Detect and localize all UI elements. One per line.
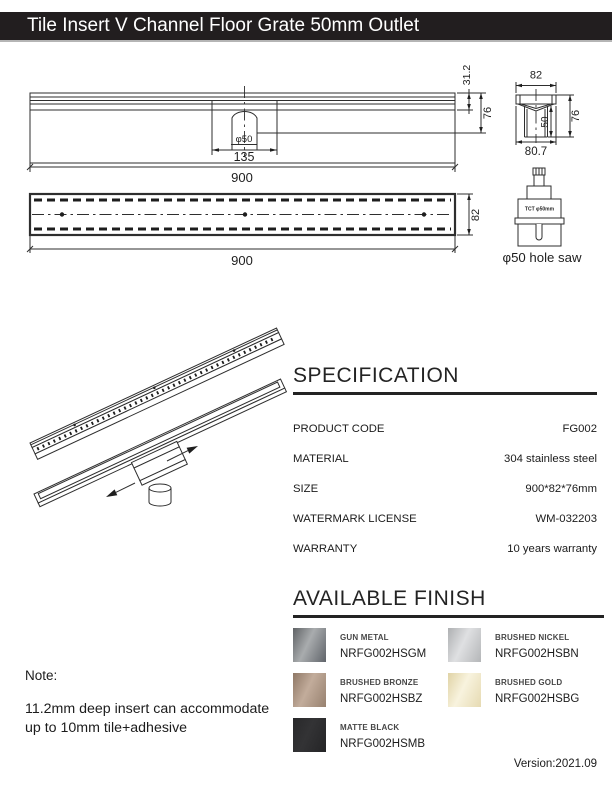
dim-side-length: 900 <box>231 170 253 185</box>
specification-divider <box>293 392 597 395</box>
iso-exploded-drawing <box>10 298 302 528</box>
dim-plan-width: 82 <box>470 208 482 222</box>
dim-outlet-drop: 50 <box>540 116 551 128</box>
spec-label: WARRANTY <box>293 543 358 555</box>
finish-name: GUN METAL <box>340 633 389 642</box>
specification-section <box>293 365 597 564</box>
spec-value: 10 years warranty <box>507 543 597 555</box>
finish-code: NRFG002HSBG <box>495 693 580 705</box>
dim-outlet-diameter: φ50 <box>235 134 253 145</box>
spec-value: 304 stainless steel <box>504 453 597 465</box>
end-view-drawing <box>495 56 612 168</box>
spec-value: WM-032203 <box>535 513 597 525</box>
hole-saw-body-text: TCT φ50mm <box>524 206 555 213</box>
available-finish-title: AVAILABLE FINISH <box>293 587 486 610</box>
dim-base-width: 80.7 <box>524 146 548 158</box>
finish-name: BRUSHED NICKEL <box>495 633 570 642</box>
finish-item-brushed-bronze <box>293 673 448 718</box>
finish-name: BRUSHED GOLD <box>495 678 563 687</box>
finish-item-matte-black <box>293 718 448 763</box>
finish-swatch-gun-metal <box>293 628 326 662</box>
version-text: Version:2021.09 <box>513 758 597 770</box>
specification-title: SPECIFICATION <box>293 364 459 387</box>
spec-label: SIZE <box>293 483 319 495</box>
available-finish-divider <box>293 615 604 618</box>
note-line-1: 11.2mm deep insert can accommodate <box>25 701 270 717</box>
slide-direction-arrow-sw <box>106 483 135 497</box>
finish-swatch-brushed-gold <box>448 673 481 707</box>
hole-saw-caption: φ50 hole saw <box>502 250 582 265</box>
finish-code: NRFG002HSBZ <box>340 693 423 705</box>
spec-row-product-code <box>293 414 597 444</box>
side-view-drawing <box>20 56 492 188</box>
dim-grate-height: 31.2 <box>461 64 473 86</box>
finish-item-gun-metal <box>293 628 448 673</box>
available-finish-section <box>293 588 604 763</box>
spec-label: PRODUCT CODE <box>293 423 385 435</box>
finish-swatch-brushed-nickel <box>448 628 481 662</box>
finish-code: NRFG002HSBN <box>495 648 579 660</box>
spec-label: WATERMARK LICENSE <box>293 513 417 525</box>
spec-row-warranty <box>293 534 597 564</box>
page-title: Tile Insert V Channel Floor Grate 50mm Outlet <box>27 15 420 36</box>
spec-value: 900*82*76mm <box>525 483 597 495</box>
plan-view-drawing <box>20 185 492 270</box>
spec-row-material <box>293 444 597 474</box>
spec-value: FG002 <box>562 423 597 435</box>
dim-end-height: 76 <box>570 109 582 123</box>
finish-code: NRFG002HSGM <box>340 648 427 660</box>
note-heading: Note: <box>25 668 58 683</box>
header-bar <box>0 12 612 42</box>
spec-row-size <box>293 474 597 504</box>
note-line-2: up to 10mm tile+adhesive <box>25 720 188 736</box>
dim-plan-length: 900 <box>231 253 253 268</box>
finish-name: MATTE BLACK <box>340 723 400 732</box>
dim-side-height: 76 <box>482 106 494 120</box>
hole-saw-drawing <box>498 166 608 268</box>
dim-outlet-section: 135 <box>233 150 255 164</box>
spec-row-watermark-license <box>293 504 597 534</box>
finish-name: BRUSHED BRONZE <box>340 678 419 687</box>
finish-item-brushed-gold <box>448 673 604 718</box>
finish-item-brushed-nickel <box>448 628 604 673</box>
dim-end-top-width: 82 <box>529 69 543 82</box>
finish-code: NRFG002HSMB <box>340 738 425 750</box>
spec-label: MATERIAL <box>293 453 349 465</box>
note-block <box>25 668 315 738</box>
